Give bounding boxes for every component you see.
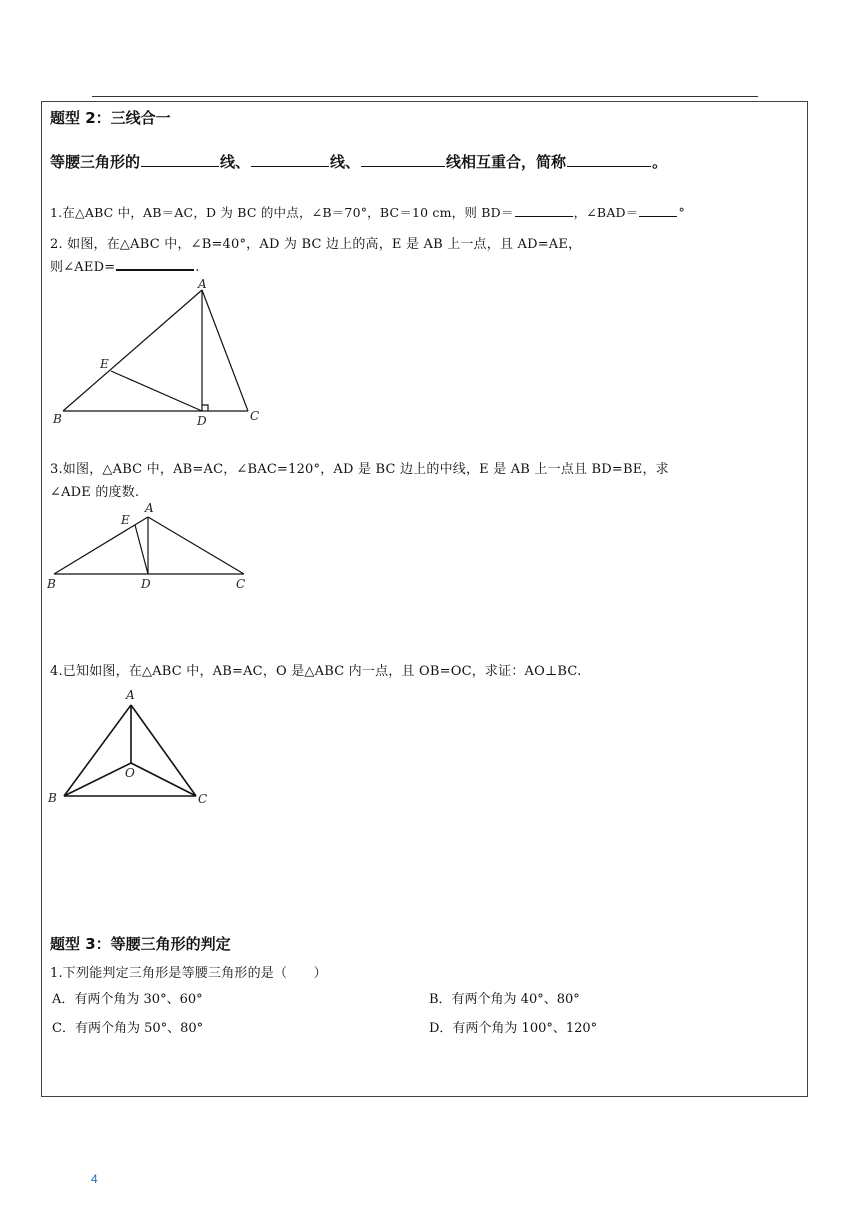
segment-oc <box>131 763 196 796</box>
answer-blank-bad[interactable] <box>639 203 677 217</box>
segment-ab <box>64 705 131 796</box>
option-c[interactable]: C．有两个角为 50°、80° <box>52 1021 204 1036</box>
section2-title: 题型 2：三线合一 <box>50 109 171 127</box>
fill-text-2: 线、 <box>220 153 251 171</box>
label-d: D <box>197 414 207 428</box>
label-b: B <box>47 577 56 591</box>
fill-text-3: 线、 <box>330 153 361 171</box>
label-c: C <box>236 577 246 591</box>
figure-triangle-q2 <box>48 276 268 428</box>
segment-ab <box>54 517 148 574</box>
fill-text-5: 。 <box>652 153 668 171</box>
answer-blank-3[interactable] <box>361 153 445 167</box>
question-2-line-1: 2. 如图，在△ABC 中，∠B=40°，AD 为 BC 边上的高，E 是 AB 上一点，且 AD=AE， <box>50 237 582 252</box>
segment-ed <box>135 525 148 574</box>
option-b[interactable]: B．有两个角为 40°、80° <box>429 992 580 1007</box>
question-1 <box>50 203 685 221</box>
label-a: A <box>145 501 154 515</box>
label-c: C <box>250 409 260 423</box>
header-rule <box>92 96 758 97</box>
question-2-line-2 <box>50 256 200 275</box>
option-a[interactable]: A．有两个角为 30°、60° <box>52 992 203 1007</box>
label-b: B <box>48 791 57 805</box>
label-o: O <box>125 766 135 780</box>
question-4: 4.已知如图，在△ABC 中，AB=AC，O 是△ABC 内一点，且 OB=OC，求证：AO⊥BC. <box>50 664 582 679</box>
option-d[interactable]: D．有两个角为 100°、120° <box>429 1021 598 1036</box>
segment-ac <box>131 705 196 796</box>
segment-ed <box>111 371 202 411</box>
question-2-end: . <box>195 260 200 275</box>
segment-ob <box>64 763 131 796</box>
fill-text-4: 线相互重合，简称 <box>446 153 567 171</box>
question-1-text-b: ，∠BAD＝ <box>573 205 639 220</box>
label-e: E <box>121 513 130 527</box>
right-angle-mark <box>202 405 208 411</box>
label-a: A <box>126 688 135 702</box>
question-2-text: 则∠AED= <box>50 260 116 275</box>
answer-blank-4[interactable] <box>567 153 651 167</box>
segment-ab <box>63 290 202 411</box>
label-a: A <box>198 277 207 291</box>
answer-blank-aed[interactable] <box>116 256 194 271</box>
answer-blank-bd[interactable] <box>515 203 573 217</box>
label-b: B <box>53 412 62 426</box>
question-3-line-2: ∠ADE 的度数. <box>50 485 140 500</box>
segment-ac <box>148 517 244 574</box>
question-1-text-c: ° <box>678 205 685 220</box>
label-e: E <box>100 357 109 371</box>
section3-title: 题型 3：等腰三角形的判定 <box>50 935 231 953</box>
question-1-text-a: 1.在△ABC 中，AB＝AC，D 为 BC 的中点，∠B＝70°，BC＝10 cm，则 BD＝ <box>50 205 514 220</box>
figure-triangle-q3 <box>44 498 264 593</box>
answer-blank-1[interactable] <box>141 153 219 167</box>
label-c: C <box>198 792 208 806</box>
answer-blank-2[interactable] <box>251 153 329 167</box>
figure-triangle-q4 <box>44 684 224 809</box>
segment-ac <box>202 290 248 411</box>
fill-in-question <box>50 151 667 172</box>
page-number: 4 <box>91 1172 98 1186</box>
section3-question-1: 1.下列能判定三角形是等腰三角形的是（ ） <box>50 966 327 981</box>
label-d: D <box>141 577 151 591</box>
question-3-line-1: 3.如图，△ABC 中，AB=AC，∠BAC=120°，AD 是 BC 边上的中线，E 是 AB 上一点且 BD=BE，求 <box>50 462 669 477</box>
fill-text-1: 等腰三角形的 <box>50 153 141 171</box>
